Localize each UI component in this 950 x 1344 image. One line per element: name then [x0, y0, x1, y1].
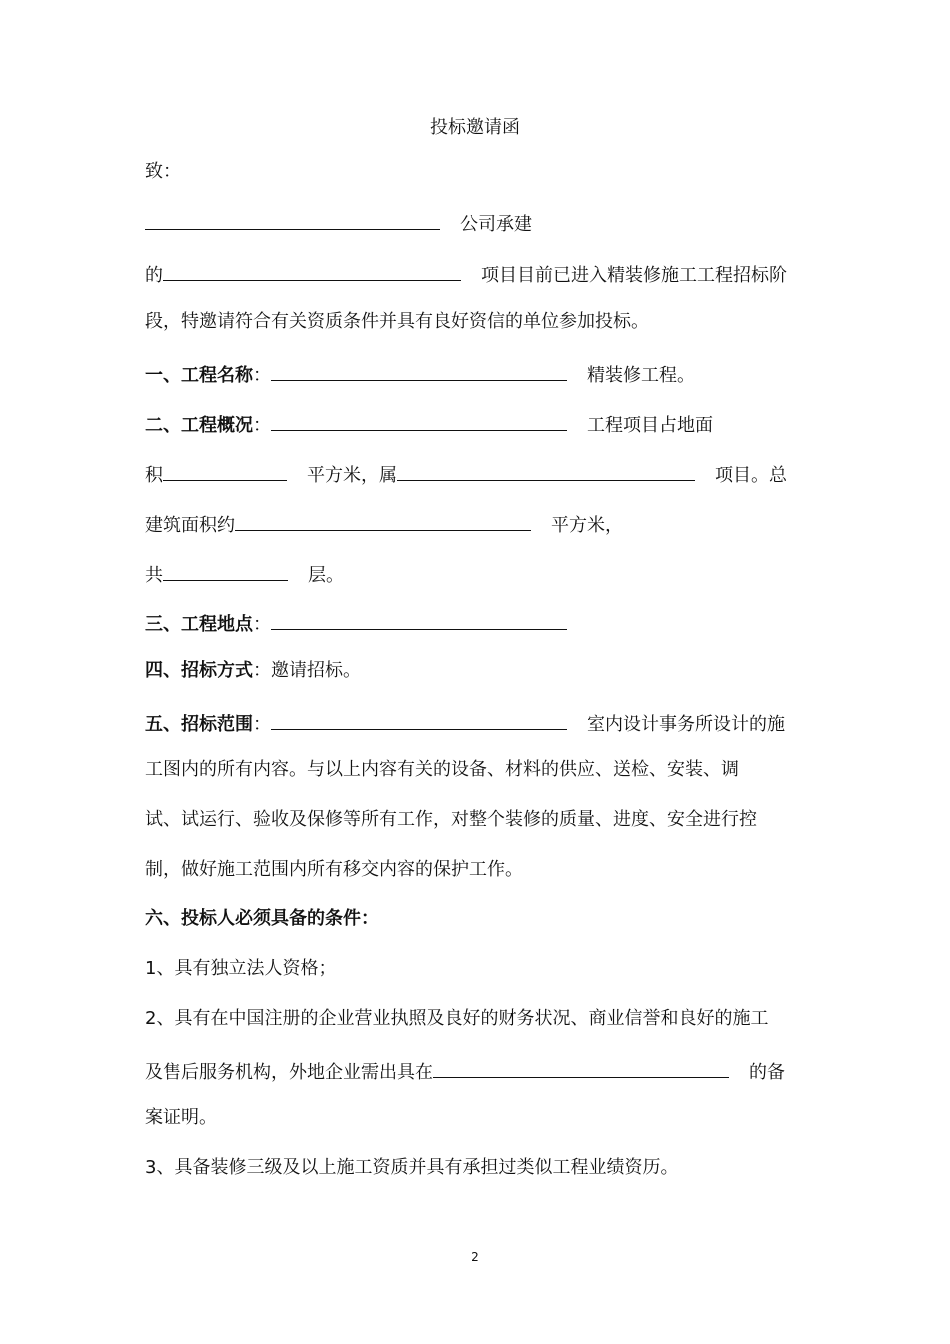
total-area-label: 建筑面积约: [145, 515, 235, 536]
condition-2-line-1: 2、具有在中国注册的企业营业执照及良好的财务状况、商业信誉和良好的施工: [145, 1008, 769, 1029]
section-5-suffix: 室内设计事务所设计的施: [587, 714, 785, 735]
section-2-line-4: [145, 560, 344, 584]
colon: ：: [253, 365, 271, 386]
section-2-suffix: 工程项目占地面: [587, 415, 713, 436]
scope-blank: [271, 709, 567, 730]
project-blank: [163, 260, 461, 281]
area-unit: 平方米，属: [307, 465, 397, 486]
ji-text: 积: [145, 465, 163, 486]
de-text: 的: [145, 265, 163, 286]
section-4-value: 邀请招标。: [271, 660, 361, 681]
project-name-blank: [271, 360, 567, 381]
registration-blank: [433, 1057, 729, 1078]
floors-unit: 层。: [308, 565, 344, 586]
project-type-blank: [397, 460, 695, 481]
section-4-label: 四、招标方式: [145, 660, 253, 681]
company-suffix: 公司承建: [460, 214, 532, 235]
section-3: [145, 609, 567, 633]
gong-text: 共: [145, 565, 163, 586]
section-5-line-4: 制，做好施工范围内所有移交内容的保护工作。: [145, 859, 523, 880]
section-6-label: 六、投标人必须具备的条件：: [145, 908, 379, 929]
salutation: 致：: [145, 161, 181, 182]
section-5-line-3: 试、试运行、验收及保修等所有工作，对整个装修的质量、进度、安全进行控: [145, 809, 757, 830]
section-2-label: 二、工程概况: [145, 415, 253, 436]
overview-blank: [271, 410, 567, 431]
colon: ：: [253, 614, 271, 635]
condition-3: 3、具备装修三级及以上施工资质并具有承担过类似工程业绩资历。: [145, 1157, 679, 1178]
total-area-unit: 平方米，: [551, 515, 623, 536]
project-total: 项目。总: [715, 465, 787, 486]
condition-2-line-2: [145, 1057, 785, 1081]
section-4: [145, 659, 361, 683]
colon: ：: [253, 415, 271, 436]
section-3-label: 三、工程地点: [145, 614, 253, 635]
section-5-line-2: 工图内的所有内容。与以上内容有关的设备、材料的供应、送检、安装、调: [145, 759, 739, 780]
section-2: [145, 410, 713, 434]
section-1-suffix: 精装修工程。: [587, 365, 695, 386]
colon: ：: [253, 660, 271, 681]
condition-1: 1、具有独立法人资格；: [145, 958, 337, 979]
page-number: 2: [471, 1250, 479, 1264]
condition-2-prefix: 及售后服务机构，外地企业需出具在: [145, 1062, 433, 1083]
condition-2-line-3: 案证明。: [145, 1107, 217, 1128]
project-suffix: 项目目前已进入精装修施工工程招标阶: [481, 265, 787, 286]
condition-2-suffix: 的备: [749, 1062, 785, 1083]
intro-line-1: [145, 209, 532, 233]
colon: ：: [253, 714, 271, 735]
floors-blank: [163, 560, 288, 581]
total-area-blank: [235, 510, 531, 531]
section-5: [145, 709, 785, 733]
section-1-label: 一、工程名称: [145, 365, 253, 386]
section-2-line-2: [145, 460, 787, 484]
intro-line-2: [145, 260, 787, 284]
intro-line-3: 段，特邀请符合有关资质条件并具有良好资信的单位参加投标。: [145, 311, 649, 332]
company-blank: [145, 209, 440, 230]
document-title: 投标邀请函: [430, 117, 520, 138]
land-area-blank: [163, 460, 287, 481]
section-2-line-3: [145, 510, 623, 534]
section-1: [145, 360, 695, 384]
section-5-label: 五、招标范围: [145, 714, 253, 735]
location-blank: [271, 609, 567, 630]
